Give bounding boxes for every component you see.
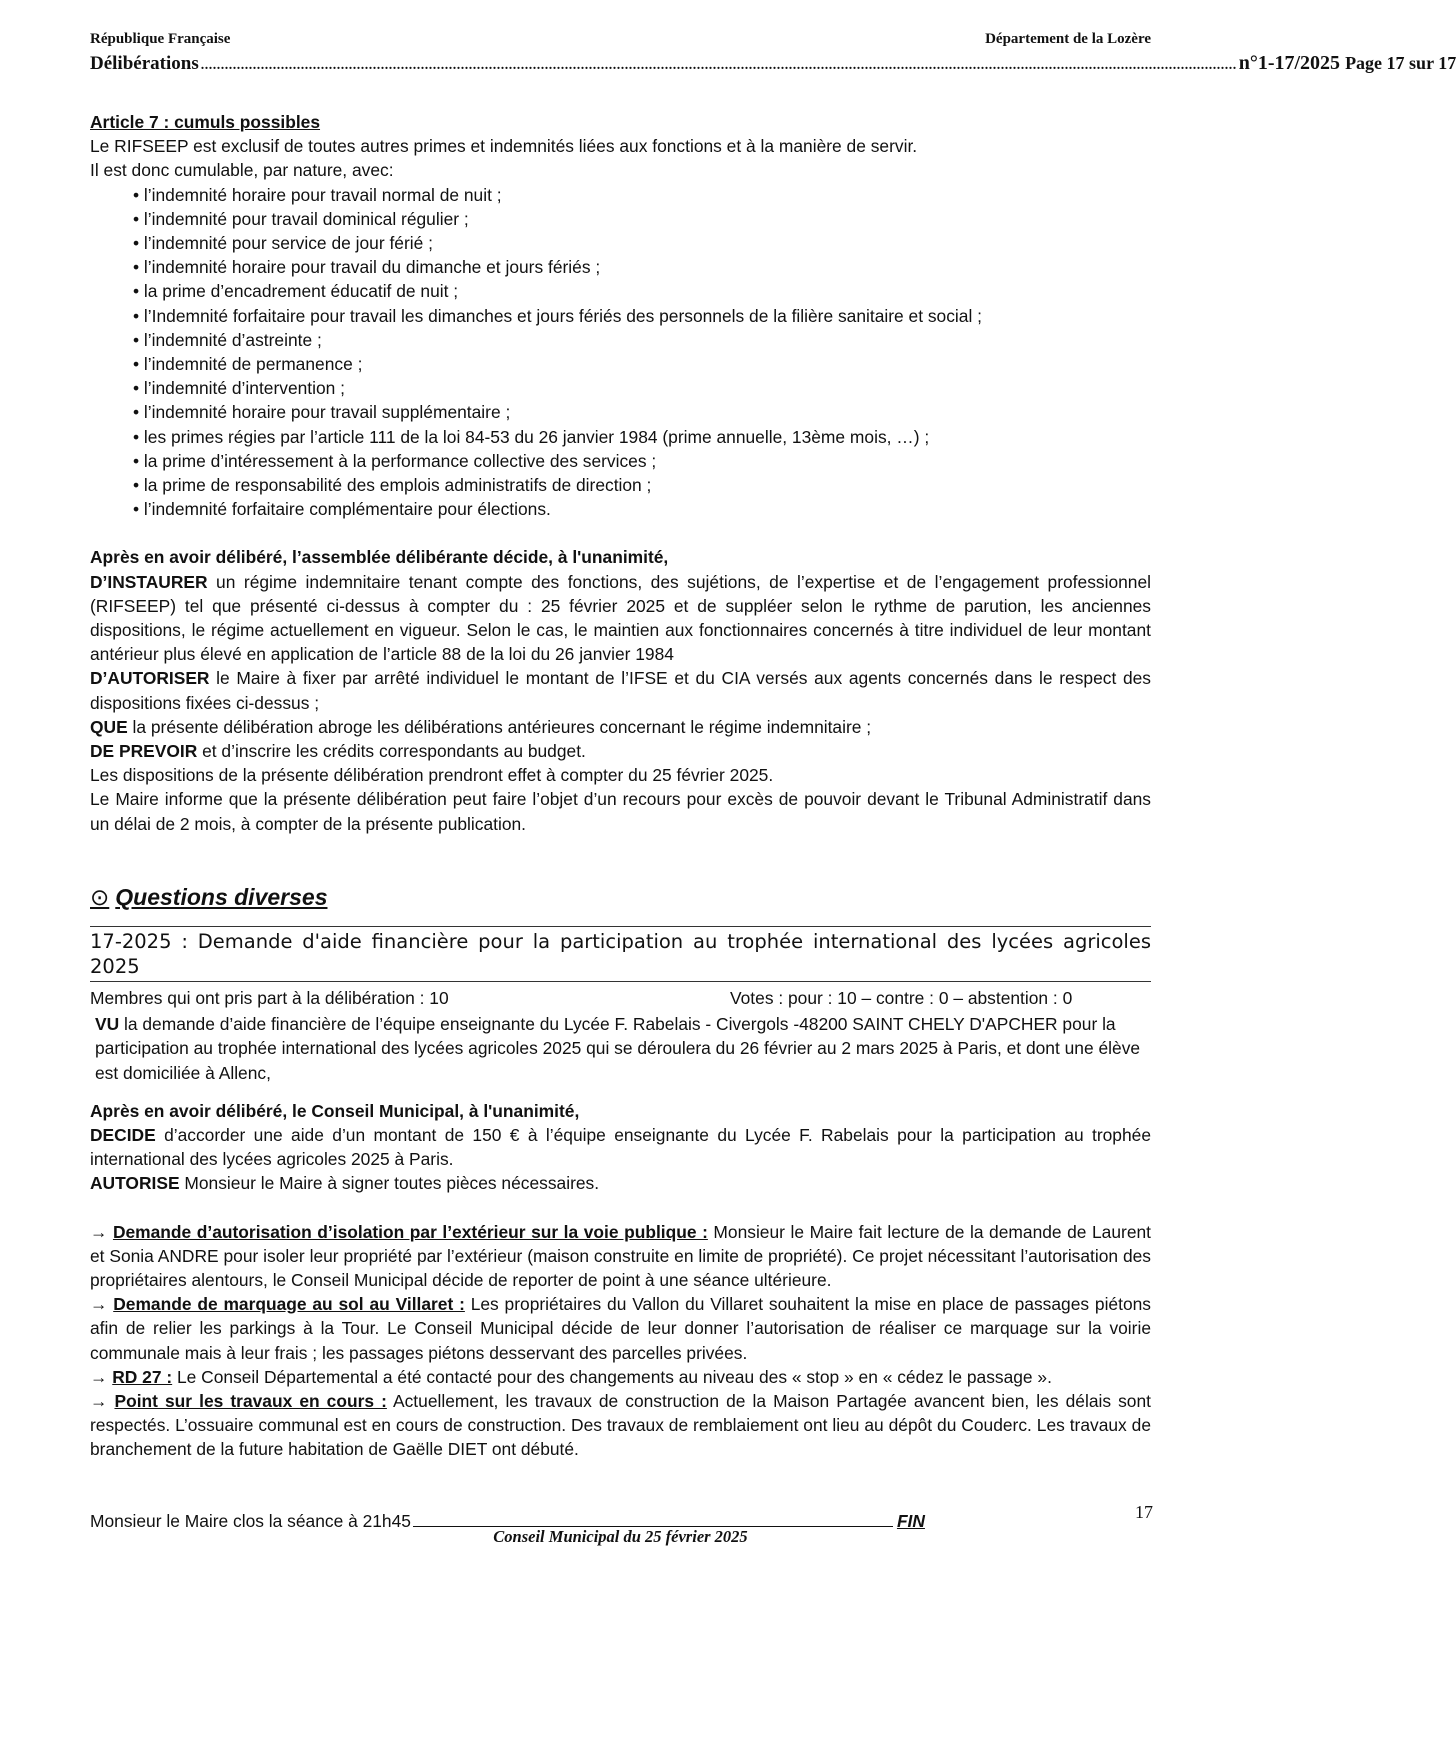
decision-que: QUE la présente délibération abroge les délibérations antérieures concernant le régime indemnitaire ; [90,716,872,737]
header-leader-dots: ................................................................................................................................................................................................................................................................... [200,58,1237,73]
deliberation-17-decide: DECIDE d’accorder une aide d’un montant de 150 € à l’équipe enseignante du Lycée F. Rabelais pour la participation au trophée international des lycées agricoles 2025 à Paris. [90,1124,1151,1170]
list-item: • la prime d’intéressement à la performance collective des services ; [133,449,1151,473]
article7-paragraph-2: Il est donc cumulable, par nature, avec: [90,160,394,181]
header-reference: n°1-17/2025 [1238,52,1341,74]
keyword: VU [95,1014,120,1035]
list-item: • les primes régies par l’article 111 de la loi 84-53 du 26 janvier 1984 (prime annuelle, 13ème mois, …) ; [133,425,1151,449]
list-item: • l’indemnité d’intervention ; [133,376,1151,400]
item-heading: Point sur les travaux en cours : [114,1390,387,1411]
keyword: AUTORISE [90,1173,180,1194]
decision-recours: Le Maire informe que la présente délibération peut faire l’objet d’un recours pour excès de pouvoir devant le Tribunal Administratif dans un délai de 2 mois, à compter de la présente publication. [90,789,1151,834]
item-heading: Demande de marquage au sol au Villaret : [113,1294,465,1315]
item-isolation: → Demande d’autorisation d’isolation par l’extérieur sur la voie publique : Monsieur le Maire fait lecture de la demande de Laurent et Sonia ANDRE pour isoler leur propriété par l’extérieur (maison construite en limite de propriété). Ce projet nécessitant l’autorisation des propriétaires alentours, le Conseil Municipal décide de reporter de point à une séance ultérieure. [90,1221,1151,1290]
keyword: D’AUTORISER [90,668,210,689]
decision-autoriser: D’AUTORISER le Maire à fixer par arrêté individuel le montant de l’IFSE et du CIA versés aux agents concernés dans le respect des dispositions fixées ci-dessus ; [90,668,1151,713]
keyword: DECIDE [90,1124,156,1145]
deliberation-17-title: 17-2025 : Demande d'aide financière pour la participation au trophée international des lycées agricoles 2025 [90,929,1151,978]
list-item: • la prime de responsabilité des emplois administratifs de direction ; [133,473,1151,497]
list-item: • l’indemnité de permanence ; [133,352,1151,376]
arrow-right-icon: → [90,1294,108,1315]
page-number: 17 [1135,1502,1153,1522]
list-item: • l’indemnité pour travail dominical régulier ; [133,207,1151,231]
closing-text: Monsieur le Maire clos la séance à 21h45 [90,1510,411,1531]
page-footer: Conseil Municipal du 25 février 2025 [493,1527,748,1546]
list-item: • l’indemnité d’astreinte ; [133,328,1151,352]
list-item: • l’indemnité horaire pour travail normal de nuit ; [133,183,1151,207]
list-item: • l’Indemnité forfaitaire pour travail les dimanches et jours fériés des personnels de la filière sanitaire et social ; [133,304,1151,328]
document-body [90,110,1151,1533]
header-deliberations-line [90,52,1456,75]
article7-title: Article 7 : cumuls possibles [90,112,321,132]
list-item: • la prime d’encadrement éducatif de nuit ; [133,279,1151,303]
list-item: • l’indemnité forfaitaire complémentaire pour élections. [133,497,1151,521]
decision-prevoir: DE PREVOIR et d’inscrire les crédits correspondants au budget. [90,741,586,762]
header-departement: Département de la Lozère [985,31,1151,47]
fin-label: FIN [896,1510,925,1531]
header-republique: République Française [90,31,231,47]
article7-paragraph-1: Le RIFSEEP est exclusif de toutes autres primes et indemnités liées aux fonctions et à la manière de servir. [90,136,918,157]
keyword: DE PREVOIR [90,741,198,762]
cumulable-primes-list [90,183,1151,522]
arrow-right-icon: → [90,1221,108,1242]
item-heading: Demande d’autorisation d’isolation par l’extérieur sur la voie publique : [112,1221,708,1242]
item-travaux: → Point sur les travaux en cours : Actuellement, les travaux de construction de la Maison Partagée avancent bien, les délais sont respectés. L’ossuaire communal est en cours de construction. Des travaux de remblaiement ont lieu au dépôt du Couderc. Les travaux de branchement de la future habitation de Gaëlle DIET ont débuté. [90,1390,1151,1460]
item-marquage: → Demande de marquage au sol au Villaret : Les propriétaires du Vallon du Villaret souhaitent la mise en place de passages piétons afin de relier les parkings à la Tour. Le Conseil Municipal décide de leur donner l’autorisation de réaliser ce marquage sur la voirie communale mais à leur frais ; les passages piétons desservant des parcelles privées. [90,1294,1151,1363]
list-item: • l’indemnité horaire pour travail du dimanche et jours fériés ; [133,255,1151,279]
arrow-right-icon: → [90,1366,108,1387]
signature-line [413,1508,893,1527]
deliberation-17-vu: VU la demande d’aide financière de l’équipe enseignante du Lycée F. Rabelais - Civergols -48200 SAINT CHELY D'APCHER pour la participation au trophée international des lycées agricoles 2025 qui se déroulera du 26 février au 2 mars 2025 à Paris, et dont une élève est domiciliée à Allenc, [95,1014,1141,1083]
deliberation-17-votes-row [90,986,1151,1010]
questions-diverses-title: ⊙ Questions diverses [90,883,328,910]
circled-dot-icon: ⊙ [90,883,110,910]
decision-intro: Après en avoir délibéré, l’assemblée délibérante décide, à l'unanimité, [90,547,669,568]
header-deliberations-label: Délibérations [90,53,199,74]
deliberation-17-header [90,926,1151,982]
header-page-count: Page 17 sur 17 [1345,53,1456,73]
arrow-right-icon: → [90,1390,108,1411]
list-item: • l’indemnité pour service de jour férié ; [133,231,1151,255]
votes-result: Votes : pour : 10 – contre : 0 – abstention : 0 [730,987,1073,1008]
deliberation-17-intro: Après en avoir délibéré, le Conseil Municipal, à l'unanimité, [90,1100,580,1121]
deliberation-17-autorise: AUTORISE Monsieur le Maire à signer toutes pièces nécessaires. [90,1173,600,1194]
decision-effet: Les dispositions de la présente délibération prendront effet à compter du 25 février 2025. [90,765,774,786]
item-rd27: → RD 27 : Le Conseil Départemental a été contacté pour des changements au niveau des « stop » en « cédez le passage ». [90,1366,1052,1387]
list-item: • l’indemnité horaire pour travail supplémentaire ; [133,400,1151,424]
members-count: Membres qui ont pris part à la délibération : 10 [90,987,449,1008]
keyword: QUE [90,716,128,737]
item-heading: RD 27 : [112,1366,173,1387]
decision-instaurer: D’INSTAURER un régime indemnitaire tenant compte des fonctions, des sujétions, de l’expertise et de l’engagement professionnel (RIFSEEP) tel que présenté ci-dessus à compter du : 25 février 2025 et de suppléer selon le rythme de parution, les anciennes dispositions, le régime actuellement en vigueur. Selon le cas, le maintien aux fonctionnaires concernés à titre individuel de leur montant antérieur plus élevé en application de l’article 88 de la loi du 26 janvier 1984 [90,571,1151,665]
keyword: D’INSTAURER [90,571,208,592]
